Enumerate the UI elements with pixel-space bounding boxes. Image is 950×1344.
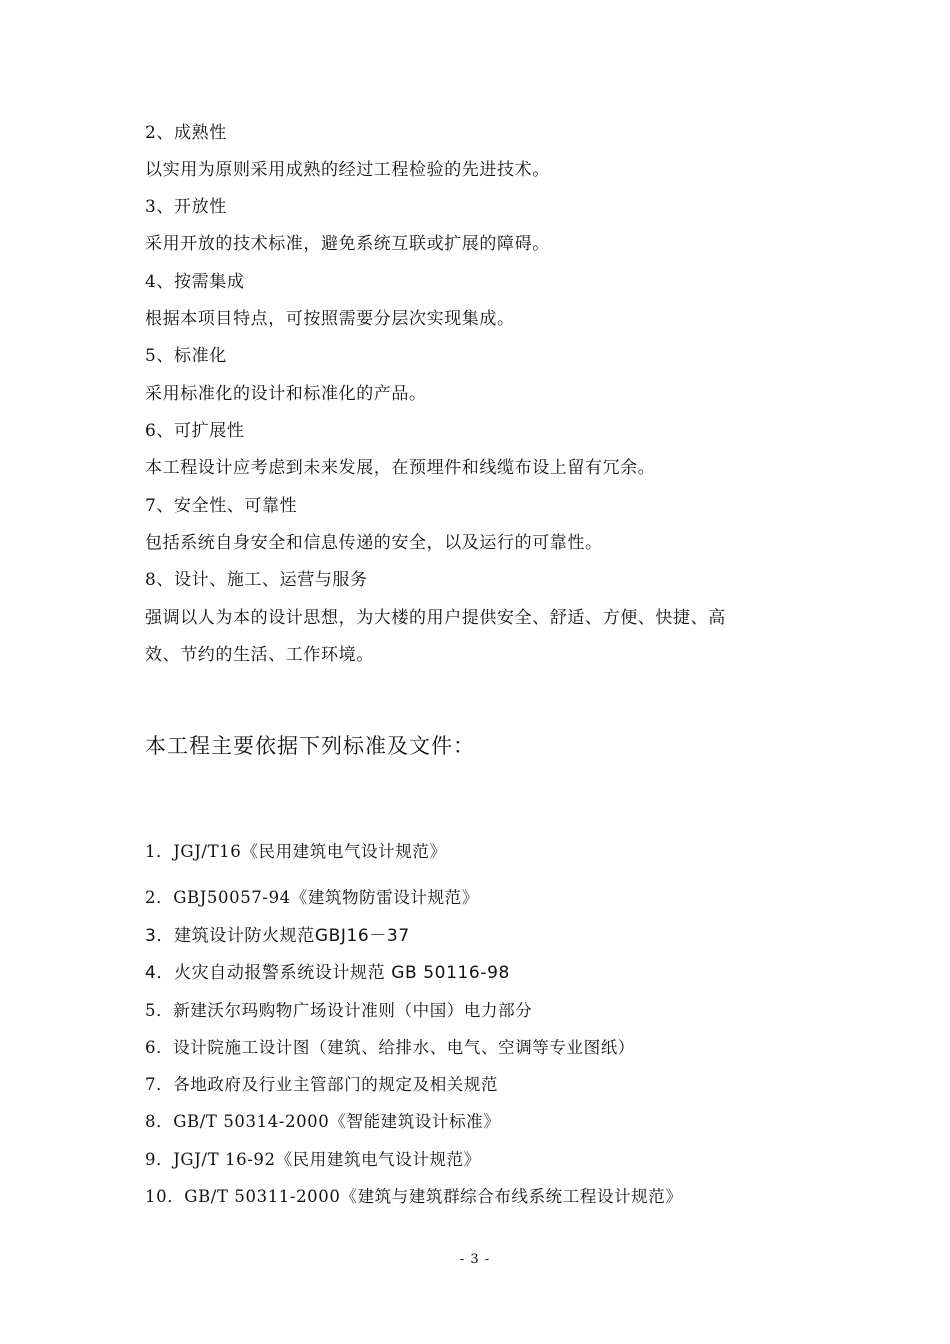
principle-body-service-line2: 效、节约的生活、工作环境。: [145, 645, 374, 665]
principle-title-standardization: 5、标准化: [145, 346, 227, 366]
standard-item: 3．建筑设计防火规范GBJ16－37: [145, 926, 410, 946]
principle-body-scalability: 本工程设计应考虑到未来发展，在预埋件和线缆布设上留有冗余。: [145, 458, 656, 478]
standard-item: 4．火灾自动报警系统设计规范 GB 50116-98: [145, 963, 510, 983]
principle-body-openness: 采用开放的技术标准，避免系统互联或扩展的障碍。: [145, 234, 550, 254]
principle-title-security: 7、安全性、可靠性: [145, 496, 298, 516]
principle-body-service-line1: 强调以人为本的设计思想，为大楼的用户提供安全、舒适、方便、快捷、高: [145, 608, 726, 628]
principle-title-scalability: 6、可扩展性: [145, 421, 245, 441]
standard-item: 8．GB/T 50314-2000《智能建筑设计标准》: [145, 1112, 501, 1131]
principle-body-integration: 根据本项目特点，可按照需要分层次实现集成。: [145, 309, 515, 329]
principle-body-security: 包括系统自身安全和信息传递的安全，以及运行的可靠性。: [145, 533, 603, 553]
page-number: - 3 -: [459, 1252, 491, 1267]
standard-item: 2．GBJ50057-94《建筑物防雷设计规范》: [145, 888, 479, 907]
standard-item: 6．设计院施工设计图（建筑、给排水、电气、空调等专业图纸）: [145, 1038, 635, 1057]
principle-title-service: 8、设计、施工、运营与服务: [145, 570, 368, 590]
principle-title-maturity: 2、成熟性: [145, 123, 227, 143]
principle-body-maturity: 以实用为原则采用成熟的经过工程检验的先进技术。: [145, 160, 550, 180]
standard-item: 5．新建沃尔玛购物广场设计准则（中国）电力部分: [145, 1001, 533, 1020]
principle-body-standardization: 采用标准化的设计和标准化的产品。: [145, 384, 427, 404]
principle-title-integration: 4、按需集成: [145, 272, 245, 292]
standard-item: 9．JGJ/T 16-92《民用建筑电气设计规范》: [145, 1150, 481, 1169]
standard-item: 1．JGJ/T16《民用建筑电气设计规范》: [145, 842, 447, 861]
standards-heading: 本工程主要依据下列标准及文件：: [145, 734, 475, 758]
standard-item: 7．各地政府及行业主管部门的规定及相关规范: [145, 1075, 499, 1094]
principle-title-openness: 3、开放性: [145, 197, 227, 217]
standard-item: 10．GB/T 50311-2000《建筑与建筑群综合布线系统工程设计规范》: [145, 1187, 683, 1206]
